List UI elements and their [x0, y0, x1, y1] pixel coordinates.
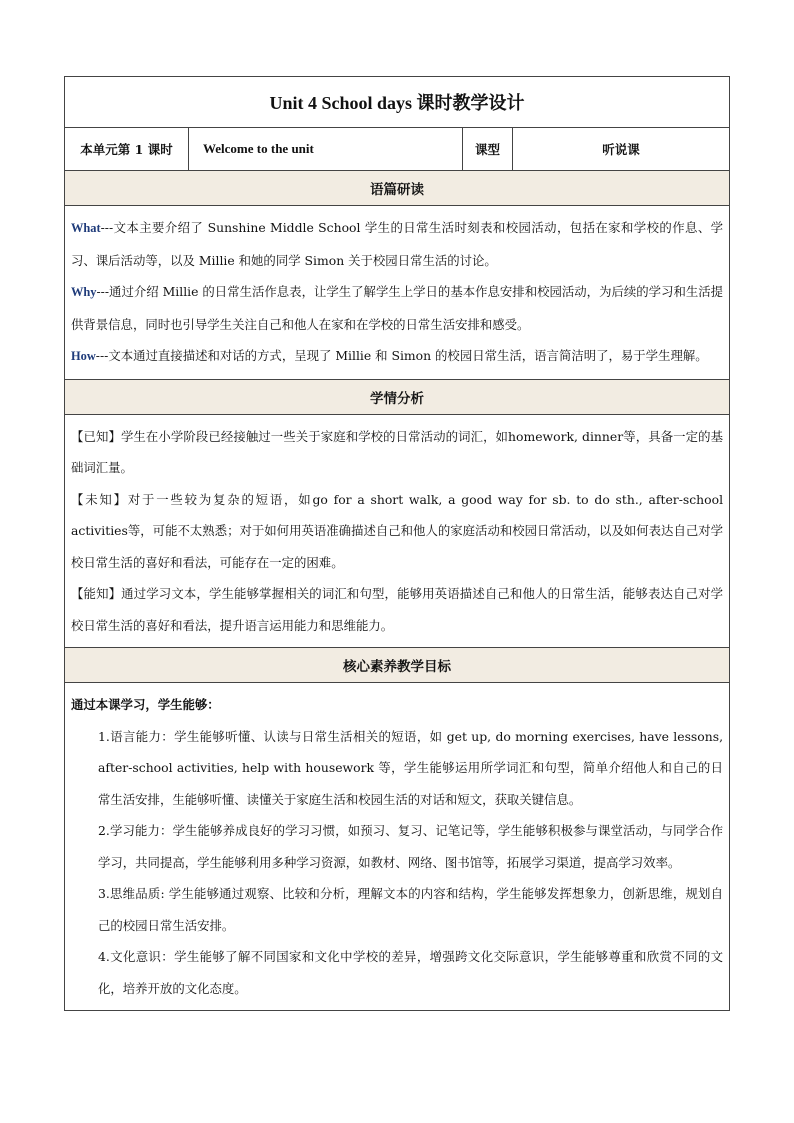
what-text: ---文本主要介绍了 Sunshine Middle School 学生的日常生活时刻表和校园活动，包括在家和学校的作息、学习、课后活动等，以及 Millie 和她的同学 Simon 关于校园日常生活的讨论。 — [71, 220, 724, 268]
lesson-plan-table — [64, 76, 730, 1011]
lesson-type-value: 听说课 — [513, 128, 730, 171]
text-study-header-row — [65, 171, 730, 206]
why-paragraph — [71, 276, 723, 340]
title-row — [65, 77, 730, 128]
learner-analysis-body-row — [65, 414, 730, 648]
how-keyword: How — [71, 349, 96, 363]
meta-row — [65, 128, 730, 171]
unknown-paragraph: 【未知】对于一些较为复杂的短语，如go for a short walk, a good way for sb. to do sth., after-school activities等，可能不太熟悉；对于如何用英语准确描述自己和他人的家庭活动和校园日常活动，以及如何表达自己对学校日常生活的喜好和看法，可能存在一定的困难。 — [71, 491, 724, 570]
core-goals-header-row — [65, 648, 730, 683]
lesson-type-label: 课型 — [463, 128, 513, 171]
why-text: ---通过介绍 Millie 的日常生活作息表，让学生了解学生上学日的基本作息安排和校园活动，为后续的学习和生活提供背景信息，同时也引导学生关注自己和他人在家和在学校的日常生活安排和感受。 — [71, 284, 724, 332]
goal-item-language: 1.语言能力：学生能够听懂、认读与日常生活相关的短语，如 get up, do morning exercises, have lessons, after-school activities, help with housework 等，学生能够运用所学词汇和句型，简单介绍他人和自己的日常生活安排，生能够听懂、读懂关于家庭生活和校园生活的对话和短文，获取关键信息。 — [98, 728, 724, 807]
what-keyword: What — [71, 221, 101, 235]
section-heading-text-study: 语篇研读 — [65, 171, 730, 206]
text-study-body — [65, 206, 730, 380]
lesson-topic: Welcome to the unit — [189, 128, 463, 171]
text-study-body-row — [65, 206, 730, 380]
section-heading-learner-analysis: 学情分析 — [65, 379, 730, 414]
learner-analysis-body — [65, 414, 730, 648]
goal-item-learning: 2.学习能力：学生能够养成良好的学习习惯，如预习、复习、记笔记等，学生能够积极参与课堂活动，与同学合作学习，共同提高，学生能够利用多种学习资源，如教材、网络、图书馆等，拓展学习渠道，提高学习效率。 — [98, 823, 724, 870]
learner-analysis-header-row — [65, 379, 730, 414]
core-goals-body-row — [65, 683, 730, 1011]
known-paragraph: 【已知】学生在小学阶段已经接触过一些关于家庭和学校的日常活动的词汇，如homework, dinner等，具备一定的基础词汇量。 — [71, 428, 724, 475]
goal-item-thinking: 3.思维品质: 学生能够通过观察、比较和分析，理解文本的内容和结构，学生能够发挥想象力，创新思维，规划自己的校园日常生活安排。 — [98, 886, 724, 933]
how-text: ---文本通过直接描述和对话的方式，呈现了 Millie 和 Simon 的校园日常生活，语言简洁明了，易于学生理解。 — [95, 348, 708, 363]
goal-item-culture: 4.文化意识：学生能够了解不同国家和文化中学校的差异，增强跨文化交际意识，学生能够尊重和欣赏不同的文化，培养开放的文化态度。 — [98, 949, 724, 996]
what-paragraph — [71, 212, 723, 276]
section-heading-core-goals: 核心素养教学目标 — [65, 648, 730, 683]
why-keyword: Why — [71, 285, 97, 299]
lesson-number-label: 本单元第 1 课时 — [65, 128, 189, 171]
how-paragraph — [71, 340, 723, 373]
page-title: Unit 4 School days 课时教学设计 — [65, 77, 730, 128]
lesson-plan-sheet — [64, 76, 729, 1011]
core-goals-intro: 通过本课学习，学生能够： — [71, 697, 220, 712]
ability-paragraph: 【能知】通过学习文本，学生能够掌握相关的词汇和句型，能够用英语描述自己和他人的日常生活，能够表达自己对学校日常生活的喜好和看法，提升语言运用能力和思维能力。 — [71, 586, 724, 633]
core-goals-body — [65, 683, 730, 1011]
